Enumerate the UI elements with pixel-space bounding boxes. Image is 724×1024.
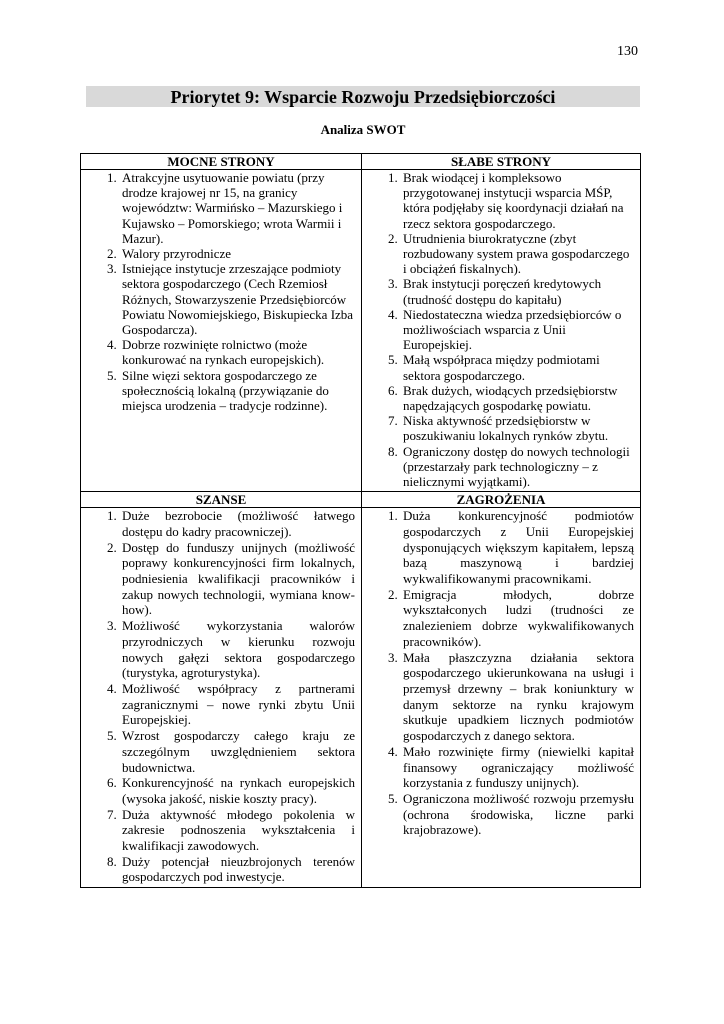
list-item: 2. Walory przyrodnicze <box>120 246 355 261</box>
swot-header-row-2 <box>81 492 641 508</box>
page-title: Priorytet 9: Wsparcie Rozwoju Przedsiębiorczości <box>170 87 556 107</box>
list-item: 5. Małą współpraca między podmiotami sektora gospodarczego. <box>401 352 634 382</box>
list-item: 8. Ograniczony dostęp do nowych technologii (przestarzały park technologiczny – z nielicznymi wyjątkami). <box>401 444 634 490</box>
list-item: 3. Możliwość wykorzystania walorów przyrodniczych w kierunku rozwoju nowych gałęzi sektora gospodarczego (turystyka, agroturystyka). <box>120 618 355 681</box>
swot-content-row-2 <box>81 508 641 888</box>
opportunities-cell <box>81 508 362 888</box>
opportunities-list <box>81 508 361 887</box>
strengths-list <box>81 170 361 415</box>
list-item: 3. Istniejące instytucje zrzeszające podmioty sektora gospodarczego (Cech Rzemiosł Różnych, Stowarzyszenie Przedsiębiorców Powiatu Nowomiejskiego, Biskupiecka Izba Gospodarcza). <box>120 261 355 337</box>
list-item: 1. Duże bezrobocie (możliwość łatwego dostępu do kadry pracowniczej). <box>120 508 355 539</box>
list-item: 5. Ograniczona możliwość rozwoju przemysłu (ochrona środowiska, liczne parki krajobrazowe). <box>401 791 634 838</box>
list-item: 1. Brak wiodącej i kompleksowo przygotowanej instytucji wsparcia MŚP, która podjęłaby się koordynacji działań na rzecz sektora gospodarczego. <box>401 170 634 231</box>
list-item: 2. Dostęp do funduszy unijnych (możliwość poprawy konkurencyjności firm lokalnych, podniesienia kwalifikacji pracowników i zakup nowych technologii, wymiana know-how). <box>120 540 355 619</box>
page-subtitle: Analiza SWOT <box>320 122 406 137</box>
strengths-header: MOCNE STRONY <box>81 154 362 170</box>
list-item: 1. Atrakcyjne usytuowanie powiatu (przy drodze krajowej nr 15, na granicy województw: Warmińsko – Mazurskiego i Kujawsko – Pomorskiego; wrota Warmii i Mazur). <box>120 170 355 246</box>
list-item: 3. Brak instytucji poręczeń kredytowych (trudność dostępu do kapitału) <box>401 276 634 306</box>
list-item: 4. Dobrze rozwinięte rolnictwo (może konkurować na rynkach europejskich). <box>120 337 355 367</box>
list-item: 5. Wzrost gospodarczy całego kraju ze szczególnym uwzględnieniem sektora budownictwa. <box>120 728 355 775</box>
strengths-cell <box>81 170 362 492</box>
list-item: 2. Utrudnienia biurokratyczne (zbyt rozbudowany system prawa gospodarczego i obciążeń fiskalnych). <box>401 231 634 277</box>
page-number: 130 <box>617 44 638 59</box>
swot-table <box>80 153 641 888</box>
weaknesses-list <box>362 170 640 491</box>
list-item: 2. Emigracja młodych, dobrze wykształconych ludzi (trudności ze znalezieniem dobrze wykwalifikowanych pracowników). <box>401 587 634 650</box>
list-item: 3. Mała płaszczyzna działania sektora gospodarczego ukierunkowana na usługi i przemysł drzewny – brak koniunktury w danym sektorze na rynku krajowym skutkuje upadkiem licznych podmiotów gospodarczych z danego sektora. <box>401 650 634 744</box>
swot-content-row-1 <box>81 170 641 492</box>
list-item: 4. Niedostateczna wiedza przedsiębiorców o możliwościach wsparcia z Unii Europejskiej. <box>401 307 634 353</box>
list-item: 6. Brak dużych, wiodących przedsiębiorstw napędzających gospodarkę powiatu. <box>401 383 634 413</box>
swot-header-row-1 <box>81 154 641 170</box>
list-item: 4. Mało rozwinięte firmy (niewielki kapitał finansowy ograniczający możliwość korzystania z funduszy unijnych). <box>401 744 634 791</box>
weaknesses-header: SŁABE STRONY <box>362 154 641 170</box>
list-item: 8. Duży potencjał nieuzbrojonych terenów gospodarczych pod inwestycje. <box>120 854 355 885</box>
threats-cell <box>362 508 641 888</box>
list-item: 4. Możliwość współpracy z partnerami zagranicznymi – nowe rynki zbytu Unii Europejskiej. <box>120 681 355 728</box>
threats-header: ZAGROŻENIA <box>362 492 641 508</box>
list-item: 6. Konkurencyjność na rynkach europejskich (wysoka jakość, niskie koszty pracy). <box>120 775 355 806</box>
weaknesses-cell <box>362 170 641 492</box>
threats-list <box>362 508 640 840</box>
list-item: 7. Duża aktywność młodego pokolenia w zakresie podnoszenia wykształcenia i kwalifikacji zawodowych. <box>120 807 355 854</box>
opportunities-header: SZANSE <box>81 492 362 508</box>
list-item: 7. Niska aktywność przedsiębiorstw w poszukiwaniu lokalnych rynków zbytu. <box>401 413 634 443</box>
list-item: 1. Duża konkurencyjność podmiotów gospodarczych z Unii Europejskiej dysponujących większym kapitałem, lepszą bazą maszynową i bardziej wykwalifikowanymi pracownikami. <box>401 508 634 587</box>
list-item: 5. Silne więzi sektora gospodarczego ze społecznością lokalną (przywiązanie do miejsca urodzenia – tradycje rodzinne). <box>120 368 355 414</box>
